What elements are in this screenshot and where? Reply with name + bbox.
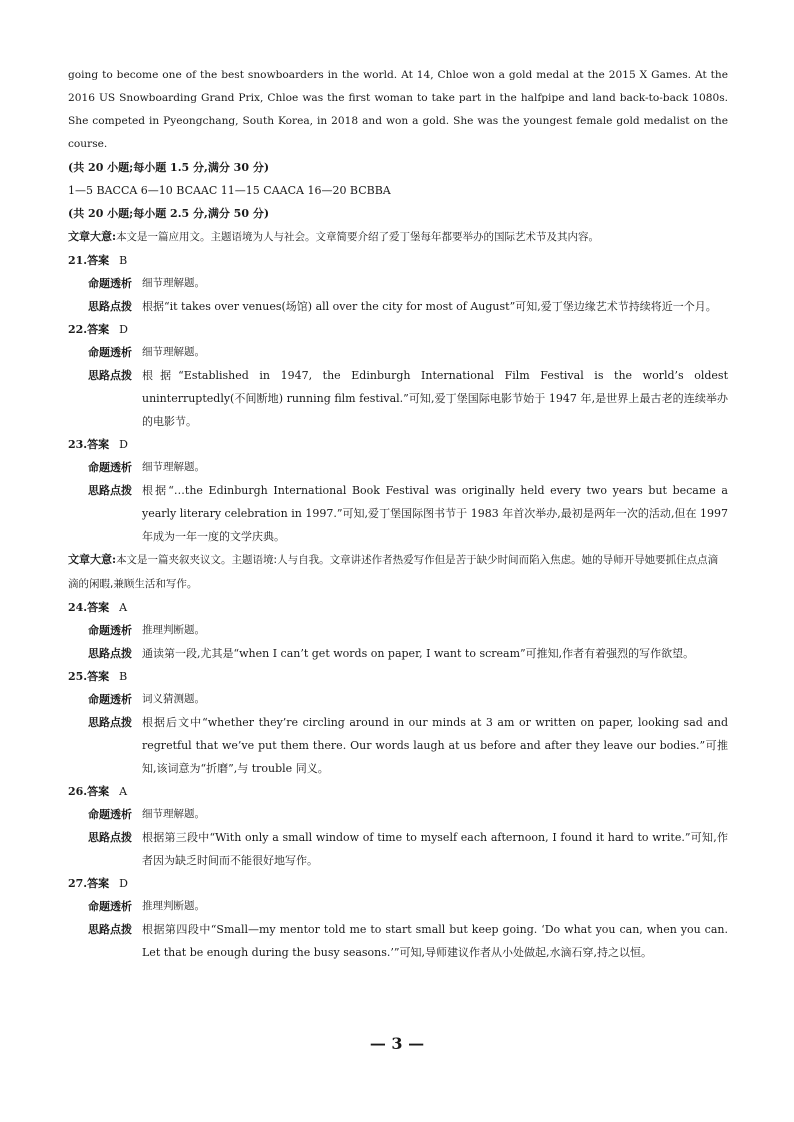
- hint-label: 思路点拨: [88, 369, 132, 382]
- answer-line: [68, 318, 728, 341]
- answer-label: 答案: [87, 323, 110, 336]
- hint-value: 根据“it takes over venues(场馆) all over the city for most of August”可知,爱丁堡边缘艺术节持续将近一个月。: [142, 300, 717, 313]
- answer-line: [68, 872, 728, 895]
- hint-row: [88, 479, 728, 548]
- hint-value: 根据“…the Edinburgh International Book Festival was originally held every two years but became a yearly literary celebration in 1997.”可知,爱丁堡国际图书节于 1983 年首次举办,最初是两年一次的活动,但在 1997 年成为一年一度的文学庆典。: [142, 484, 728, 543]
- answer-line: [68, 780, 728, 803]
- analysis-value: 推理判断题。: [142, 900, 205, 912]
- analysis-row: [88, 895, 728, 918]
- question-26: [68, 780, 728, 872]
- analysis-row: [88, 803, 728, 826]
- answer-line: [68, 665, 728, 688]
- intro-paragraph: going to become one of the best snowboarders in the world. At 14, Chloe won a gold medal at the 2015 X Games. At the 2016 US Snowboarding Grand Prix, Chloe was the first woman to take part in the halfpipe and land back-to-back 1080s. She competed in Pyeongchang, South Korea, in 2018 and won a gold. She was the youngest female gold medalist on the course.: [68, 69, 728, 150]
- question-number: 23.: [68, 438, 88, 451]
- hint-label: 思路点拨: [88, 716, 132, 729]
- answer-label: 答案: [87, 785, 110, 798]
- hint-value: 根据第三段中“With only a small window of time to myself each afternoon, I found it hard to write.”可知,作者因为缺乏时间而不能很好地写作。: [142, 831, 728, 867]
- analysis-label: 命题透析: [88, 693, 132, 706]
- summary-label: 文章大意:: [68, 553, 117, 566]
- page-number: — 3 —: [369, 1034, 425, 1053]
- question-22: [68, 318, 728, 433]
- analysis-label: 命题透析: [88, 461, 132, 474]
- question-number: 24.: [68, 601, 88, 614]
- analysis-label: 命题透析: [88, 624, 132, 637]
- answer-label: 答案: [87, 438, 110, 451]
- answer-label: 答案: [87, 670, 110, 683]
- question-23: [68, 433, 728, 548]
- answer-value: D: [119, 877, 128, 890]
- analysis-label: 命题透析: [88, 900, 132, 913]
- hint-value: 根据“Established in 1947, the Edinburgh International Film Festival is the world’s oldest uninterruptedly(不间断地) running film festival.”可知,爱丁堡国际电影节始于 1947 年,是世界上最古老的连续举办的电影节。: [142, 369, 728, 428]
- summary-text: 本文是一篇应用文。主题语境为人与社会。文章简要介绍了爱丁堡每年都要举办的国际艺术节及其内容。: [116, 231, 600, 243]
- answer-label: 答案: [87, 877, 110, 890]
- answer-line: [68, 433, 728, 456]
- hint-row: [88, 642, 728, 665]
- summary-b: [68, 548, 728, 596]
- answer-value: D: [119, 323, 128, 336]
- hint-row: [88, 711, 728, 780]
- analysis-row: [88, 341, 728, 364]
- question-25: [68, 665, 728, 780]
- answer-line: [68, 249, 728, 272]
- analysis-value: 细节理解题。: [142, 277, 205, 289]
- answer-label: 答案: [87, 601, 110, 614]
- answer-page: [68, 64, 728, 964]
- question-number: 25.: [68, 670, 88, 683]
- answer-value: B: [119, 670, 128, 683]
- hint-row: [88, 295, 728, 318]
- hint-value: 根据后文中“whether they’re circling around in our minds at 3 am or written on paper, looking sad and regretful that we’ve put them there. Our words laugh at us before and after they leave our bodies.”可推知,该词意为“折磨”,与 trouble 同义。: [142, 716, 728, 775]
- analysis-row: [88, 272, 728, 295]
- hint-label: 思路点拨: [88, 923, 132, 936]
- question-27: [68, 872, 728, 964]
- question-number: 22.: [68, 323, 88, 336]
- hint-row: [88, 826, 728, 872]
- answer-label: 答案: [87, 254, 110, 267]
- summary-a: [68, 225, 728, 249]
- hint-value: 通读第一段,尤其是“when I can’t get words on paper, I want to scream”可推知,作者有着强烈的写作欲望。: [142, 647, 695, 660]
- analysis-label: 命题透析: [88, 277, 132, 290]
- answer-value: A: [119, 785, 128, 798]
- analysis-row: [88, 619, 728, 642]
- hint-label: 思路点拨: [88, 300, 132, 313]
- hint-label: 思路点拨: [88, 484, 132, 497]
- hint-label: 思路点拨: [88, 831, 132, 844]
- analysis-value: 推理判断题。: [142, 624, 205, 636]
- hint-label: 思路点拨: [88, 647, 132, 660]
- answer-value: A: [119, 601, 128, 614]
- analysis-label: 命题透析: [88, 346, 132, 359]
- question-number: 27.: [68, 877, 88, 890]
- part1-answers: 1—5 BACCA 6—10 BCAAC 11—15 CAACA 16—20 BCBBA: [68, 184, 391, 197]
- question-21: [68, 249, 728, 318]
- analysis-value: 细节理解题。: [142, 346, 205, 358]
- analysis-value: 细节理解题。: [142, 808, 205, 820]
- analysis-row: [88, 688, 728, 711]
- summary-text: 本文是一篇夹叙夹议文。主题语境:人与自我。文章讲述作者热爱写作但是苦于缺少时间而陷入焦虑。她的导师开导她要抓住点点滴滴的闲暇,兼顾生活和写作。: [68, 554, 719, 590]
- question-24: [68, 596, 728, 665]
- part1-header: (共 20 小题;每小题 1.5 分,满分 30 分): [68, 161, 270, 174]
- answer-value: D: [119, 438, 128, 451]
- hint-value: 根据第四段中“Small—my mentor told me to start small but keep going. ‘Do what you can, when you can. Let that be enough during the busy seasons.’”可知,导师建议作者从小处做起,水滴石穿,持之以恒。: [142, 923, 728, 959]
- analysis-value: 细节理解题。: [142, 461, 205, 473]
- hint-row: [88, 918, 728, 964]
- analysis-label: 命题透析: [88, 808, 132, 821]
- answer-value: B: [119, 254, 128, 267]
- hint-row: [88, 364, 728, 433]
- summary-label: 文章大意:: [68, 230, 117, 243]
- part2-header: (共 20 小题;每小题 2.5 分,满分 50 分): [68, 207, 270, 220]
- analysis-row: [88, 456, 728, 479]
- question-number: 26.: [68, 785, 88, 798]
- answer-line: [68, 596, 728, 619]
- analysis-value: 词义猜测题。: [142, 693, 205, 705]
- question-number: 21.: [68, 254, 88, 267]
